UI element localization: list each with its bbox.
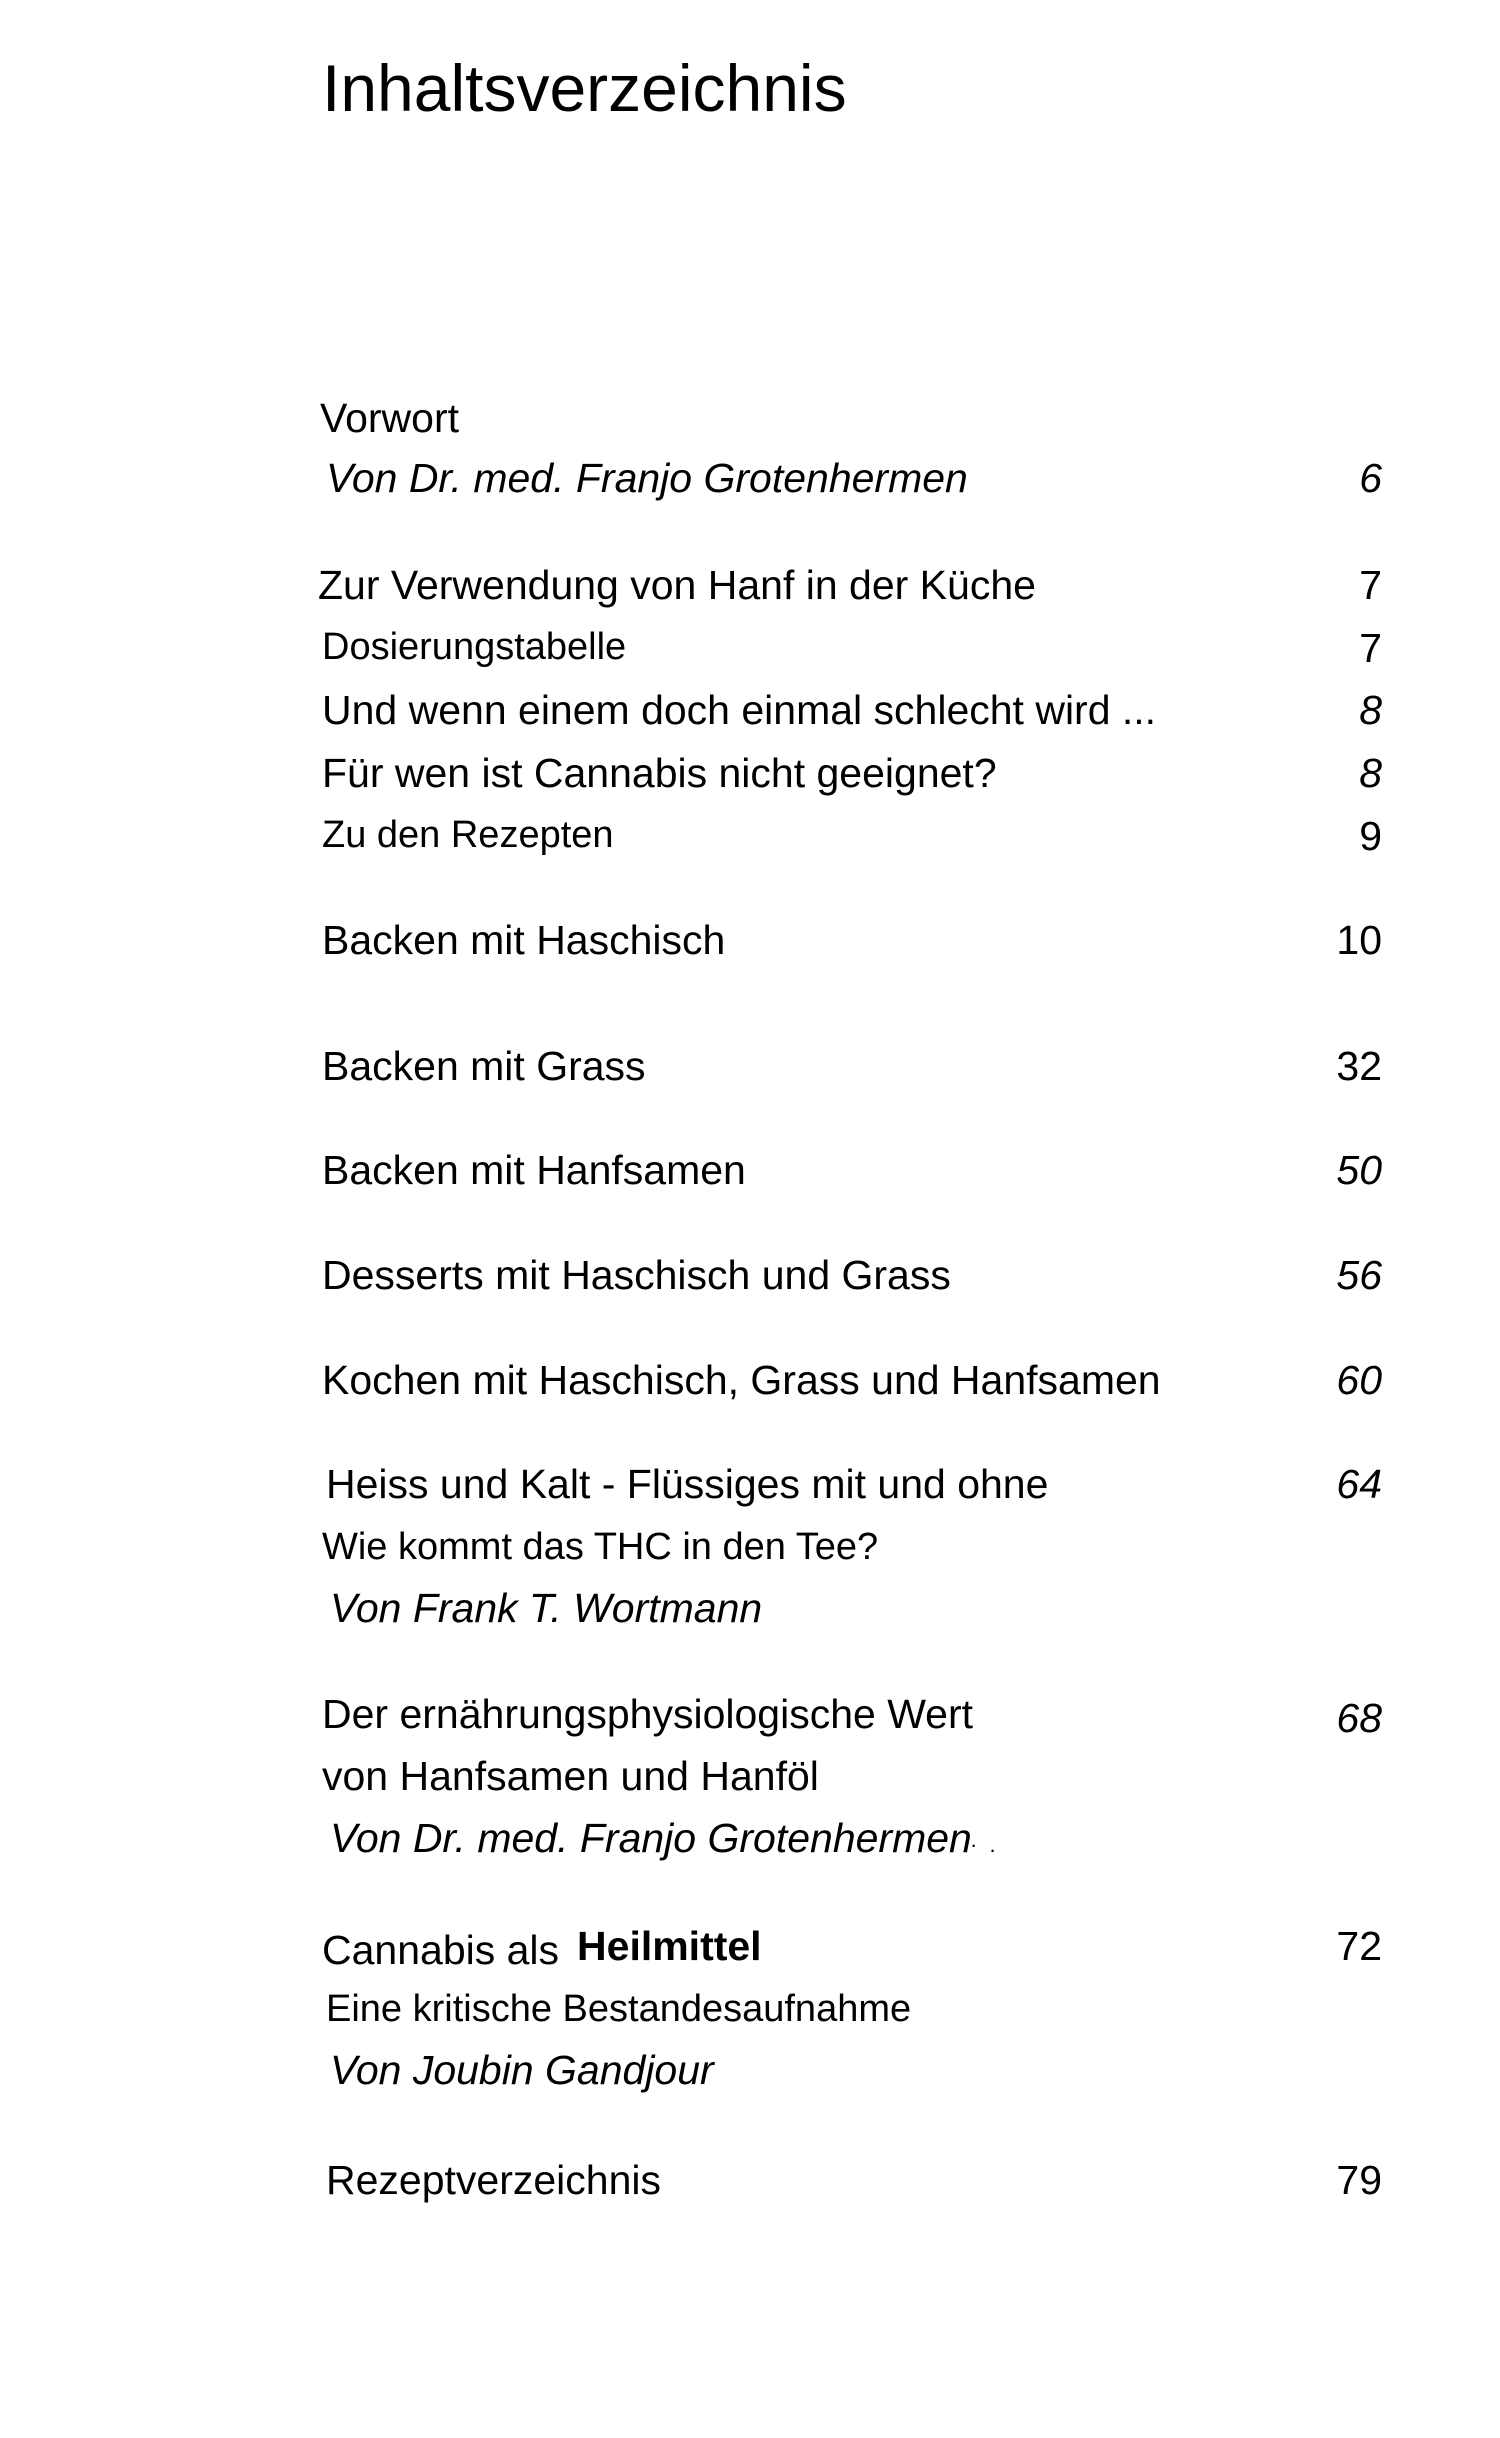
toc-entry-rezepte: Zu den Rezepten	[322, 814, 614, 856]
toc-entry-vorwort: Vorwort	[320, 395, 459, 441]
toc-entry-hanfsamen: Backen mit Hanfsamen	[322, 1147, 746, 1193]
toc-entry-schlecht: Und wenn einem doch einmal schlecht wird ...	[322, 687, 1157, 733]
toc-page-grass: 32	[1336, 1043, 1382, 1089]
toc-page-verzeichnis: 79	[1336, 2157, 1382, 2203]
toc-page-dosierung: 7	[1359, 625, 1382, 671]
toc-author-vorwort: Von Dr. med. Franjo Grotenhermen	[326, 455, 968, 501]
toc-entry-geeignet: Für wen ist Cannabis nicht geeignet?	[322, 750, 997, 796]
toc-author-heilmittel: Von Joubin Gandjour	[330, 2047, 714, 2093]
stray-marks: · .	[970, 1832, 996, 1857]
toc-page-haschisch: 10	[1336, 917, 1382, 963]
toc-page-heilmittel: 72	[1336, 1923, 1382, 1969]
toc-page-kochen: 60	[1336, 1357, 1382, 1403]
toc-author-heiss: Von Frank T. Wortmann	[330, 1585, 763, 1631]
toc-sub-heiss: Wie kommt das THC in den Tee?	[322, 1526, 879, 1568]
toc-page-geeignet: 8	[1359, 750, 1382, 796]
toc-page-desserts: 56	[1336, 1252, 1382, 1298]
toc-page-verwendung: 7	[1359, 562, 1382, 608]
toc-entry-haschisch: Backen mit Haschisch	[322, 917, 726, 963]
toc-page-heiss: 64	[1336, 1461, 1382, 1507]
toc-entry-heilmittel-bold: Heilmittel	[577, 1923, 762, 1969]
toc-page-hanfsamen: 50	[1336, 1147, 1382, 1193]
toc-entry-verwendung: Zur Verwendung von Hanf in der Küche	[318, 562, 1036, 608]
page-title: Inhaltsverzeichnis	[322, 51, 847, 125]
toc-entry-heilmittel	[322, 1923, 762, 1973]
toc-page-vorwort: 6	[1359, 455, 1382, 501]
toc-entry-wert-line2: von Hanfsamen und Hanföl	[322, 1753, 819, 1799]
toc-author-wert: Von Dr. med. Franjo Grotenhermen	[330, 1815, 972, 1861]
toc-entry-heilmittel-label: Cannabis als	[322, 1927, 560, 1973]
toc-page-schlecht: 8	[1359, 687, 1382, 733]
toc-page-wert: 68	[1336, 1695, 1382, 1741]
toc-entry-kochen: Kochen mit Haschisch, Grass und Hanfsamen	[322, 1357, 1161, 1403]
toc-entry-grass: Backen mit Grass	[322, 1043, 646, 1089]
toc-entry-verzeichnis: Rezeptverzeichnis	[326, 2157, 661, 2203]
toc-entry-desserts: Desserts mit Haschisch und Grass	[322, 1252, 951, 1298]
toc-sub-heilmittel: Eine kritische Bestandesaufnahme	[326, 1988, 912, 2030]
toc-entry-dosierung: Dosierungstabelle	[322, 626, 627, 668]
toc-entry-heiss: Heiss und Kalt - Flüssiges mit und ohne	[326, 1461, 1049, 1507]
toc-page-rezepte: 9	[1359, 813, 1382, 859]
toc-entry-wert: Der ernährungsphysiologische Wert	[322, 1691, 974, 1737]
